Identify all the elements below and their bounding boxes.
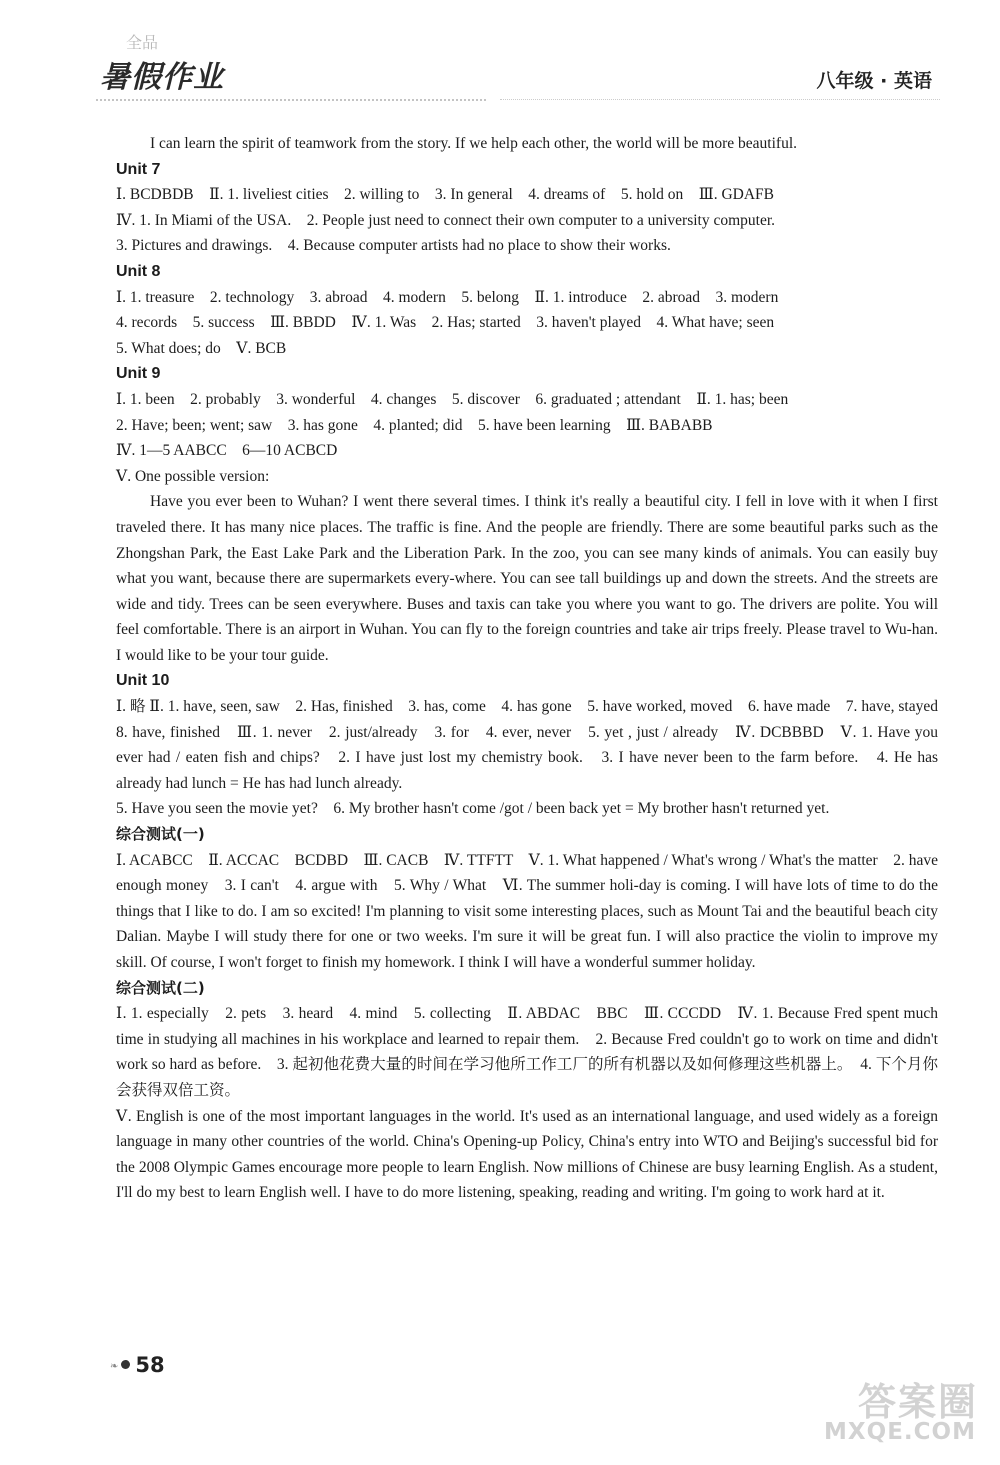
test1-answers: Ⅰ. ACABCC Ⅱ. ACCAC BCDBD Ⅲ. CACB Ⅳ. TTFTT Ⅴ. 1. What happened / What's wrong / What's the matter 2. have enough money 3. I can't 4. argue with 5. Why / What Ⅵ. The summer holi-day is coming. I will have lots of time to do the things that I like to do. I am so excited! I'm planning to visit some interesting places, such as Mount Tai and the beautiful beach city Dalian. Maybe I will study there for one or two weeks. I'm sure it will be great fun. I will also practice the violin to improve my skill. Of course, I won't forget to finish my homework. I think I will have a wonderful summer holiday. xyxy=(116,851,938,971)
page-header xyxy=(0,0,1000,110)
test2-answers: Ⅰ. 1. especially 2. pets 3. heard 4. mind 5. collecting Ⅱ. ABDAC BBC Ⅲ. CCCDD Ⅳ. 1. Because Fred spent much time in studying all machines in his workplace and learned to repair them. 2. Because Fred couldn't go to work on time and didn't work so hard as before. 3. 起初他花费大量的时间在学习他所工作工厂的所有机器以及如何修理这些机器上。 4. 下个月你会获得双倍工资。 xyxy=(116,1005,938,1099)
page-number-text: 58 xyxy=(135,1353,165,1377)
unit10-answers: Ⅰ. 略 Ⅱ. 1. have, seen, saw 2. Has, finished 3. has, come 4. has gone 5. have worked, moved 6. have made 7. have, stayed 8. have, finished Ⅲ. 1. never 2. just/already 3. for 4. ever, never 5. yet , just / already Ⅳ. DCBBBD Ⅴ. 1. Have you ever had / eaten fish and chips? 2. I have just lost my chemistry book. 3. I have never been to the farm before. 4. He has already had lunch = He has had lunch already. xyxy=(116,698,954,792)
unit9-answers-line: Ⅴ. One possible version: xyxy=(116,467,270,485)
answer-content xyxy=(116,131,954,1206)
watermark xyxy=(782,1371,982,1451)
watermark-en: MXQE.COM xyxy=(824,1419,976,1445)
unit7-answers-line: Ⅳ. 1. In Miami of the USA. 2. People just need to connect their own computer to a university computer. xyxy=(116,211,776,229)
header-divider xyxy=(96,99,486,101)
unit8-answers-line: 4. records 5. success Ⅲ. BBDD Ⅳ. 1. Was 2. Has; started 3. haven't played 4. What have; seen xyxy=(116,314,775,332)
page-number xyxy=(110,1353,165,1377)
unit9-answers-line: Ⅳ. 1—5 AABCC 6—10 ACBCD xyxy=(116,442,338,460)
unit9-answers-line: Ⅰ. 1. been 2. probably 3. wonderful 4. changes 5. discover 6. graduated ; attendant Ⅱ. 1. has; been xyxy=(116,390,789,408)
header-divider-right xyxy=(500,99,940,100)
unit9-answers-line: 2. Have; been; went; saw 3. has gone 4. planted; did 5. have been learning Ⅲ. BABABB xyxy=(116,416,713,434)
watermark-cn: 答案圈 xyxy=(857,1380,978,1424)
unit10-answers-last: 5. Have you seen the movie yet? 6. My brother hasn't come /got / been back yet = My brother hasn't returned yet. xyxy=(116,800,830,818)
unit10-heading: Unit 10 xyxy=(116,672,170,690)
unit7-answers-line: 3. Pictures and drawings. 4. Because computer artists had no place to show their works. xyxy=(116,237,671,255)
unit8-answers-line: 5. What does; do Ⅴ. BCB xyxy=(116,339,287,357)
bullet-dot-icon xyxy=(121,1360,130,1369)
unit7-heading: Unit 7 xyxy=(116,160,161,178)
test2-essay: Ⅴ. English is one of the most important languages in the world. It's used as an international language, and used widely as a foreign language in many other countries of the world. China's Opening-up Policy, China's entry into WTO and Beijing's successful bid for the 2008 Olympic Games encourage more people to learn English. Now millions of Chinese are busy learning English. As a student, I'll do my best to learn English well. I have to do more listening, speaking, reading and writing. I'm going to work hard at it. xyxy=(116,1107,938,1202)
logo-small-text: 全品 xyxy=(126,33,159,52)
leaf-icon: ❧ xyxy=(110,1361,119,1372)
test2-heading: 综合测试(二) xyxy=(116,978,205,997)
unit8-heading: Unit 8 xyxy=(116,262,161,280)
unit6-closing-line: I can learn the spirit of teamwork from the story. If we help each other, the world will be more beautiful. xyxy=(150,135,797,152)
unit8-answers-line: Ⅰ. 1. treasure 2. technology 3. abroad 4. modern 5. belong Ⅱ. 1. introduce 2. abroad 3. modern xyxy=(116,288,779,306)
unit7-answers-line: Ⅰ. BCDBDB Ⅱ. 1. liveliest cities 2. willing to 3. In general 4. dreams of 5. hold on Ⅲ. GDAFB xyxy=(116,186,775,204)
book-logo: 暑假作业 xyxy=(100,60,224,95)
unit9-heading: Unit 9 xyxy=(116,365,161,383)
test1-heading: 综合测试(一) xyxy=(116,825,205,844)
unit9-sample-essay: Have you ever been to Wuhan? I went there several times. I think it's really a beautiful city. I fell in love with it when I first traveled there. It has many nice places. The traffic is fine. And the people are friendly. There are some beautiful parks such as the Zhongshan Park, the East Lake Park and the Liberation Park. In the zoo, you can see many kinds of animals. You can easily buy what you want, because there are supermarkets every-where. You can see tall buildings up and down the streets. And the streets are wide and tidy. Trees can be seen everywhere. Buses and taxis can take you where you want to go. The drivers are polite. You will feel comfortable. There is an airport in Wuhan. You can fly to the foreign countries and take air trips freely. Please travel to Wu-han. I would like to be your tour guide. xyxy=(116,493,938,664)
grade-subject-label: 八年级 · 英语 xyxy=(816,70,932,92)
